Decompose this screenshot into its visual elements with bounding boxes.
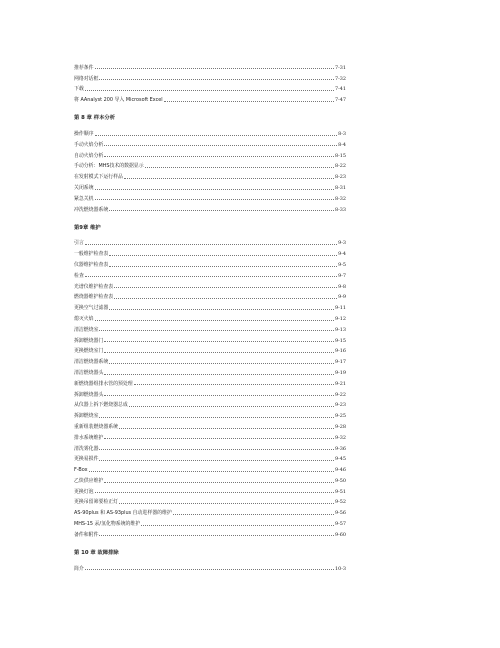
toc-entry-page: 7-41: [335, 86, 346, 93]
toc-entry-title: 清洁燃烧器系统: [74, 359, 109, 366]
dot-leader: [104, 395, 334, 396]
dot-leader: [95, 199, 334, 200]
toc-entry-title: 检查: [74, 272, 84, 279]
toc-entry[interactable]: [74, 495, 346, 506]
toc-entry-page: 7-32: [335, 75, 346, 82]
toc-entry-title: 更换灯泡: [74, 488, 94, 495]
toc-entry-title: 引言: [74, 240, 84, 247]
toc-entry-page: 9-25: [335, 413, 346, 420]
toc-entry-page: 9-51: [335, 488, 346, 495]
toc-entry-title: 仪器维护检查表: [74, 261, 109, 268]
toc-entry[interactable]: [74, 257, 346, 268]
toc-entry[interactable]: [74, 82, 346, 93]
toc-entry[interactable]: [74, 354, 346, 365]
toc-entry[interactable]: [74, 484, 346, 495]
toc-entry-page: 8-22: [335, 163, 346, 170]
dot-leader: [95, 492, 334, 493]
dot-leader: [104, 352, 334, 353]
dot-leader: [109, 255, 337, 256]
dot-leader: [104, 438, 334, 439]
toc-entry-title: 乙炔供应维护: [74, 477, 104, 484]
toc-entry-page: 9-11: [335, 305, 346, 312]
toc-entry[interactable]: [74, 408, 346, 419]
toc-entry[interactable]: [74, 71, 346, 82]
toc-entry-page: 9-60: [335, 531, 346, 538]
toc-entry-title: 排水系统维护: [74, 434, 104, 441]
chapter-heading: 第 8 章 样本分析: [74, 115, 115, 122]
toc-entry-page: 9-4: [338, 251, 346, 258]
toc-entry-page: 9-15: [335, 337, 346, 344]
dot-leader: [109, 210, 334, 211]
dot-leader: [99, 330, 334, 331]
toc-entry[interactable]: [74, 60, 346, 71]
dot-leader: [114, 298, 337, 299]
toc-entry-page: 9-36: [335, 445, 346, 452]
toc-section: [74, 60, 346, 103]
toc-entry-page: 9-7: [338, 272, 346, 279]
dot-leader: [109, 266, 337, 267]
dot-leader: [99, 417, 334, 418]
toc-entry[interactable]: [74, 290, 346, 301]
toc-entry-title: 推荐条件: [74, 64, 94, 71]
toc-entry-title: 关闭系统: [74, 184, 94, 191]
toc-entry[interactable]: [74, 419, 346, 430]
toc-entry-title: 新燃烧器组排水管的预处理: [74, 380, 133, 387]
toc-entry-page: 9-52: [335, 499, 346, 506]
toc-entry-page: 8-3: [338, 130, 346, 137]
toc-entry-page: 9-3: [338, 240, 346, 247]
dot-leader: [104, 145, 337, 146]
dot-leader: [129, 406, 334, 407]
toc-entry-page: 8-31: [335, 184, 346, 191]
toc-section: [74, 224, 346, 538]
toc-entry[interactable]: [74, 333, 346, 344]
toc-entry-page: 9-46: [335, 467, 346, 474]
toc-entry[interactable]: [74, 148, 346, 159]
toc-entry-title: F-Box: [74, 467, 88, 474]
toc-entry-page: 8-33: [335, 206, 346, 213]
toc-entry-title: 简介: [74, 565, 84, 572]
dot-leader: [99, 535, 334, 536]
toc-entry-title: 下载: [74, 86, 84, 93]
toc-entry-title: 手动分析：MHS技术的数据显示: [74, 163, 144, 170]
dot-leader: [104, 156, 334, 157]
dot-leader: [104, 482, 334, 483]
toc-entry[interactable]: [74, 191, 346, 202]
dot-leader: [85, 569, 334, 570]
toc-entry-title: 清洁燃烧器头: [74, 369, 104, 376]
toc-entry-title: 拆卸燃烧室: [74, 413, 99, 420]
toc-entry-title: 燃烧器维护检查表: [74, 294, 114, 301]
toc-entry[interactable]: [74, 365, 346, 376]
toc-entry-page: 9-5: [338, 261, 346, 268]
toc-entry-title: 更换易损件: [74, 456, 99, 463]
toc-entry[interactable]: [74, 180, 346, 191]
dot-leader: [99, 79, 334, 80]
toc-section: [74, 114, 346, 212]
toc-entry[interactable]: [74, 202, 346, 213]
toc-entry-title: 更换吊留筛要检正灯: [74, 499, 119, 506]
dot-leader: [164, 101, 334, 102]
dot-leader: [104, 341, 334, 342]
dot-leader: [141, 525, 334, 526]
toc-entry[interactable]: [74, 376, 346, 387]
dot-leader: [109, 363, 334, 364]
toc-entry-title: 重新组装燃烧器系统: [74, 423, 119, 430]
toc-entry-title: 手动火焰分析: [74, 141, 104, 148]
toc-entry-page: 7-47: [335, 97, 346, 104]
toc-entry-title: 紧急关机: [74, 195, 94, 202]
toc-entry-page: 9-9: [338, 294, 346, 301]
dot-leader: [85, 90, 334, 91]
toc-entry-page: 9-56: [335, 510, 346, 517]
toc-entry-page: 9-12: [335, 315, 346, 322]
dot-leader: [89, 471, 335, 472]
toc-entry-title: 更换空气过滤器: [74, 305, 109, 312]
toc-entry[interactable]: [74, 279, 346, 290]
toc-entry-title: 拆卸燃烧器头: [74, 391, 104, 398]
toc-entry-page: 9-45: [335, 456, 346, 463]
toc-entry-title: 冲洗燃烧器系统: [74, 206, 109, 213]
toc-entry[interactable]: [74, 344, 346, 355]
toc-entry-page: 9-50: [335, 477, 346, 484]
toc-entry-page: 9-57: [335, 521, 346, 528]
dot-leader: [95, 68, 334, 69]
toc-entry-title: 备件和附件: [74, 531, 99, 538]
toc-entry-title: 清洗雾化器: [74, 445, 99, 452]
toc-entry[interactable]: [74, 561, 346, 572]
dot-leader: [145, 167, 334, 168]
toc-entry[interactable]: [74, 516, 346, 527]
toc-entry-title: 自动火焰分析: [74, 152, 104, 159]
toc-entry-page: 9-22: [335, 391, 346, 398]
dot-leader: [85, 244, 337, 245]
toc-entry-title: 更换燃烧室门: [74, 348, 104, 355]
dot-leader: [95, 320, 334, 321]
toc-entry-page: 9-8: [338, 283, 346, 290]
toc-entry-page: 8-4: [338, 141, 346, 148]
toc-entry-title: 光谱仪维护检查表: [74, 283, 114, 290]
toc-entry-title: 网络对话框: [74, 75, 99, 82]
toc-entry[interactable]: [74, 387, 346, 398]
dot-leader: [85, 276, 337, 277]
toc-entry-title: 熄灭火焰: [74, 315, 94, 322]
toc-entry[interactable]: [74, 236, 346, 247]
toc-entry[interactable]: [74, 92, 346, 103]
toc-entry-page: 9-21: [335, 380, 346, 387]
toc-entry-page: 9-16: [335, 348, 346, 355]
toc-entry-page: 8-23: [335, 174, 346, 181]
toc-entry-title: 从仪器上拆下燃烧器总成: [74, 402, 128, 409]
toc-entry[interactable]: [74, 300, 346, 311]
toc-entry-page: 9-23: [335, 402, 346, 409]
toc-entry-title: 拆卸燃烧器门: [74, 337, 104, 344]
toc-entry-title: 一般维护检查表: [74, 251, 109, 258]
dot-leader: [104, 374, 334, 375]
toc-entry-page: 7-31: [335, 64, 346, 71]
dot-leader: [109, 309, 334, 310]
toc-entry[interactable]: [74, 430, 346, 441]
toc-section: [74, 549, 346, 572]
toc-entry-title: 将 AAnalyst 200 导入 Microsoft Excel: [74, 97, 163, 104]
dot-leader: [134, 384, 334, 385]
toc-entry[interactable]: [74, 462, 346, 473]
toc-entry[interactable]: [74, 452, 346, 463]
dot-leader: [95, 189, 334, 190]
toc-page: [74, 60, 346, 572]
dot-leader: [173, 514, 334, 515]
toc-entry-page: 8-15: [335, 152, 346, 159]
toc-entry[interactable]: [74, 159, 346, 170]
toc-entry[interactable]: [74, 527, 346, 538]
dot-leader: [114, 287, 337, 288]
toc-entry-page: 9-13: [335, 326, 346, 333]
toc-entry-page: 9-19: [335, 369, 346, 376]
toc-entry-title: AS-90plus 和 AS-93plus 自动进样器的维护: [74, 510, 172, 517]
dot-leader: [124, 178, 334, 179]
dot-leader: [119, 503, 334, 504]
toc-entry[interactable]: [74, 322, 346, 333]
toc-entry[interactable]: [74, 126, 346, 137]
toc-entry-title: 操作顺序: [74, 130, 94, 137]
toc-entry[interactable]: [74, 505, 346, 516]
toc-entry[interactable]: [74, 441, 346, 452]
toc-entry[interactable]: [74, 137, 346, 148]
toc-entry[interactable]: [74, 311, 346, 322]
chapter-heading: 第 10 章 故障排除: [74, 549, 119, 556]
dot-leader: [95, 135, 338, 136]
toc-entry-page: 9-28: [335, 423, 346, 430]
toc-entry-page: 9-32: [335, 434, 346, 441]
toc-entry[interactable]: [74, 268, 346, 279]
toc-entry-page: 10-3: [335, 565, 346, 572]
toc-entry-title: MHS-15 汞/氢化物系统的维护: [74, 521, 141, 528]
toc-entry[interactable]: [74, 473, 346, 484]
toc-entry-title: 在发射模式下运行样品: [74, 174, 123, 181]
toc-entry[interactable]: [74, 246, 346, 257]
toc-entry[interactable]: [74, 169, 346, 180]
toc-entry-page: 9-17: [335, 359, 346, 366]
toc-entry-page: 8-32: [335, 195, 346, 202]
toc-entry[interactable]: [74, 398, 346, 409]
dot-leader: [119, 428, 334, 429]
dot-leader: [99, 449, 334, 450]
toc-entry-title: 清洁燃烧室: [74, 326, 99, 333]
chapter-heading: 第9章 维护: [74, 224, 101, 231]
dot-leader: [99, 460, 334, 461]
